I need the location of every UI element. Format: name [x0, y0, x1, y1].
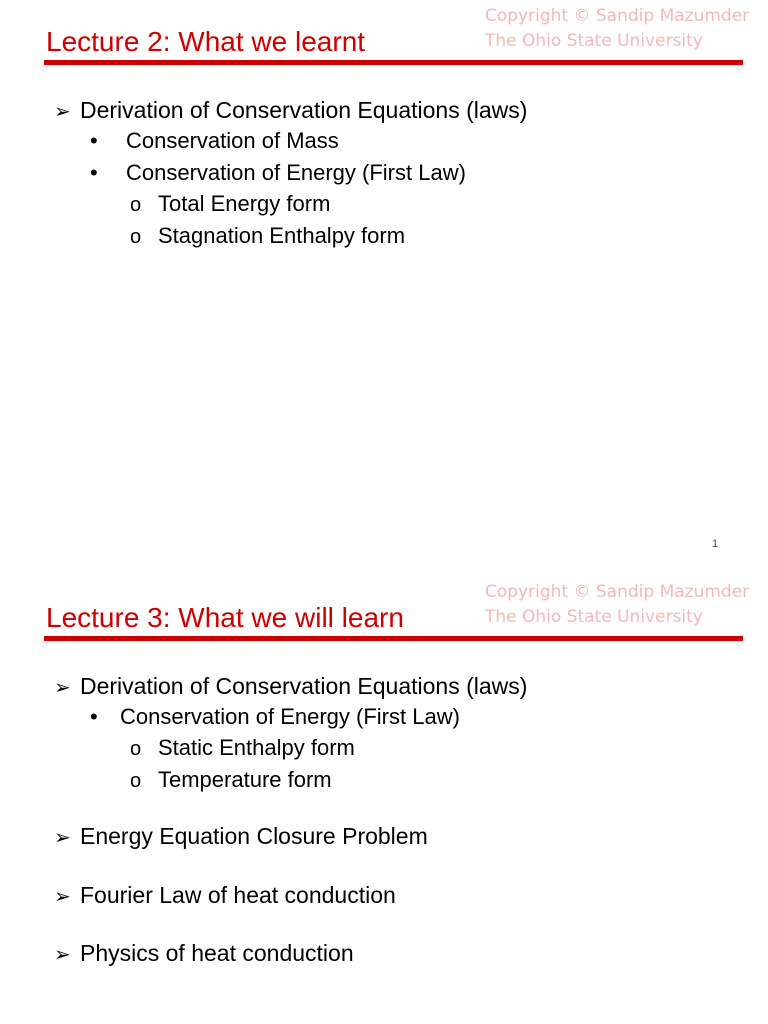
slide-title: Lecture 3: What we will learn — [46, 602, 404, 633]
copyright-line-2: The Ohio State University — [485, 607, 703, 627]
sub-sub-bullet-text: Total Energy form — [158, 191, 331, 216]
sub-sub-bullet-text: Temperature form — [158, 767, 332, 792]
dot-bullet-icon: • — [90, 160, 98, 185]
copyright-watermark — [485, 4, 749, 54]
bullet-text: Physics of heat conduction — [80, 940, 354, 966]
dot-bullet-icon: • — [90, 128, 98, 153]
sub-bullet-item — [90, 127, 339, 155]
arrow-bullet-icon: ➢ — [54, 675, 71, 699]
bullet-text: Fourier Law of heat conduction — [80, 882, 396, 908]
copyright-line-2: The Ohio State University — [485, 31, 703, 51]
sub-sub-bullet-item — [130, 734, 355, 763]
sub-bullet-item — [90, 703, 460, 731]
circle-bullet-icon: o — [130, 226, 142, 248]
sub-bullet-text: Conservation of Energy (First Law) — [120, 704, 460, 729]
bullet-item — [54, 881, 396, 910]
bullet-item — [54, 96, 527, 125]
bullet-item — [54, 672, 527, 701]
sub-bullet-text: Conservation of Energy (First Law) — [126, 160, 466, 185]
arrow-bullet-icon: ➢ — [54, 99, 71, 123]
arrow-bullet-icon: ➢ — [54, 942, 71, 966]
page-number: 1 — [712, 538, 719, 550]
slide-lecture-3 — [0, 576, 768, 1024]
sub-sub-bullet-text: Static Enthalpy form — [158, 735, 355, 760]
sub-sub-bullet-item — [130, 190, 330, 219]
copyright-watermark — [485, 580, 749, 630]
bullet-text: Derivation of Conservation Equations (laws) — [80, 673, 528, 699]
circle-bullet-icon: o — [130, 194, 142, 216]
copyright-line-1: Copyright © Sandip Mazumder — [485, 582, 750, 602]
slide-title: Lecture 2: What we learnt — [46, 26, 366, 57]
bullet-item — [54, 939, 354, 968]
arrow-bullet-icon: ➢ — [54, 884, 71, 908]
bullet-text: Energy Equation Closure Problem — [80, 823, 428, 849]
sub-sub-bullet-item — [130, 222, 405, 251]
sub-bullet-item — [90, 159, 466, 187]
circle-bullet-icon: o — [130, 738, 142, 760]
bullet-text: Derivation of Conservation Equations (laws) — [80, 97, 528, 123]
copyright-line-1: Copyright © Sandip Mazumder — [485, 6, 750, 26]
title-divider — [44, 636, 743, 641]
sub-sub-bullet-item — [130, 766, 332, 795]
bullet-item — [54, 822, 428, 851]
title-divider — [44, 60, 743, 65]
arrow-bullet-icon: ➢ — [54, 825, 71, 849]
sub-sub-bullet-text: Stagnation Enthalpy form — [158, 223, 406, 248]
dot-bullet-icon: • — [90, 704, 98, 729]
sub-bullet-text: Conservation of Mass — [126, 128, 339, 153]
circle-bullet-icon: o — [130, 770, 142, 792]
